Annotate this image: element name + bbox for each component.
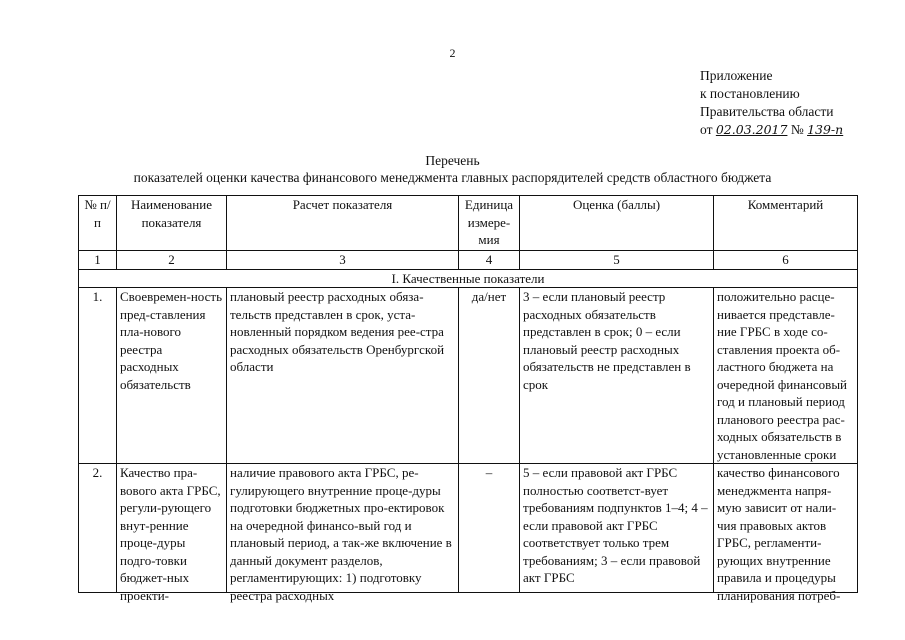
appendix-line-3: Правительства области (700, 104, 834, 119)
header-score: Оценка (баллы) (520, 196, 714, 251)
table-row (79, 288, 858, 464)
appendix-line-1: Приложение (700, 68, 773, 83)
row-number: 1. (79, 288, 117, 464)
indicator-calculation: наличие правового акта ГРБС, ре-гулирующего внутренние проце-дуры подготовки бюджетных про-ектировок на очередной финансо-вый год и плановый период, а так-же включение в данный документ разделов, регламентирующих: 1) подготовку реестра расходных (230, 465, 452, 603)
indicator-unit: – (459, 464, 520, 593)
indicator-comment: качество финансового менеджмента напря-мую зависит от нали-чия правовых актов ГРБС, регламенти-рующих внутренние правила и процедуры планирования потреб- (717, 465, 841, 603)
column-number-row (79, 251, 858, 270)
document-title (0, 152, 905, 186)
indicator-name: Своевремен-ность пред-ставления пла-нового реестра расходных обязательств (117, 288, 227, 464)
date-prefix: от (700, 122, 713, 137)
indicator-unit: да/нет (459, 288, 520, 464)
handwritten-date: 02.03.2017 (715, 122, 788, 137)
indicators-table (78, 195, 858, 603)
column-number: 6 (714, 251, 858, 270)
row-number: 2. (79, 464, 117, 593)
section-row (79, 269, 858, 288)
header-num: № п/п (79, 196, 117, 251)
column-number: 1 (79, 251, 117, 270)
column-number: 4 (459, 251, 520, 270)
handwritten-number: 139-п (807, 122, 844, 137)
header-comment: Комментарий (714, 196, 858, 251)
column-number: 2 (117, 251, 227, 270)
column-number: 3 (227, 251, 459, 270)
header-calc: Расчет показателя (227, 196, 459, 251)
appendix-line-2: к постановлению (700, 86, 800, 101)
appendix-date-line (700, 121, 843, 139)
indicator-score: 5 – если правовой акт ГРБС полностью соответст-вует требованиям подпунктов 1–4; 4 – если правовой акт ГРБС соответствует только трем требованиям; 3 – если правовой акт ГРБС (523, 465, 708, 585)
indicator-name: Качество пра-вового акта ГРБС, регули-рующего внут-ренние проце-дуры подго-товки бюджет-ных проекти- (120, 465, 221, 603)
header-unit: Единица измере-мия (459, 196, 520, 251)
table-header-row (79, 196, 858, 251)
appendix-block (700, 67, 843, 139)
table-row (79, 464, 858, 593)
title-line-2: показателей оценки качества финансового менеджмента главных распорядителей средств областного бюджета (133, 170, 772, 185)
header-name: Наименование показателя (117, 196, 227, 251)
indicator-comment: положительно расце-нивается представле-ние ГРБС в ходе со-ставления проекта об-ластного бюджета на очередной финансовый год и плановый период планового реестра рас-ходных обязательств в установленные сроки (714, 288, 858, 464)
section-title: I. Качественные показатели (79, 269, 858, 288)
indicator-score: 3 – если плановый реестр расходных обязательств представлен в срок; 0 – если плановый реестр расходных обязательств не представлен в срок (520, 288, 714, 464)
column-number: 5 (520, 251, 714, 270)
title-line-1: Перечень (425, 153, 480, 168)
page-number: 2 (449, 46, 456, 60)
number-prefix: № (790, 122, 804, 137)
indicator-calculation: плановый реестр расходных обяза-тельств представлен в срок, уста-новленный порядком ведения рее-стра расходных обязательств Оренбургской области (227, 288, 459, 464)
